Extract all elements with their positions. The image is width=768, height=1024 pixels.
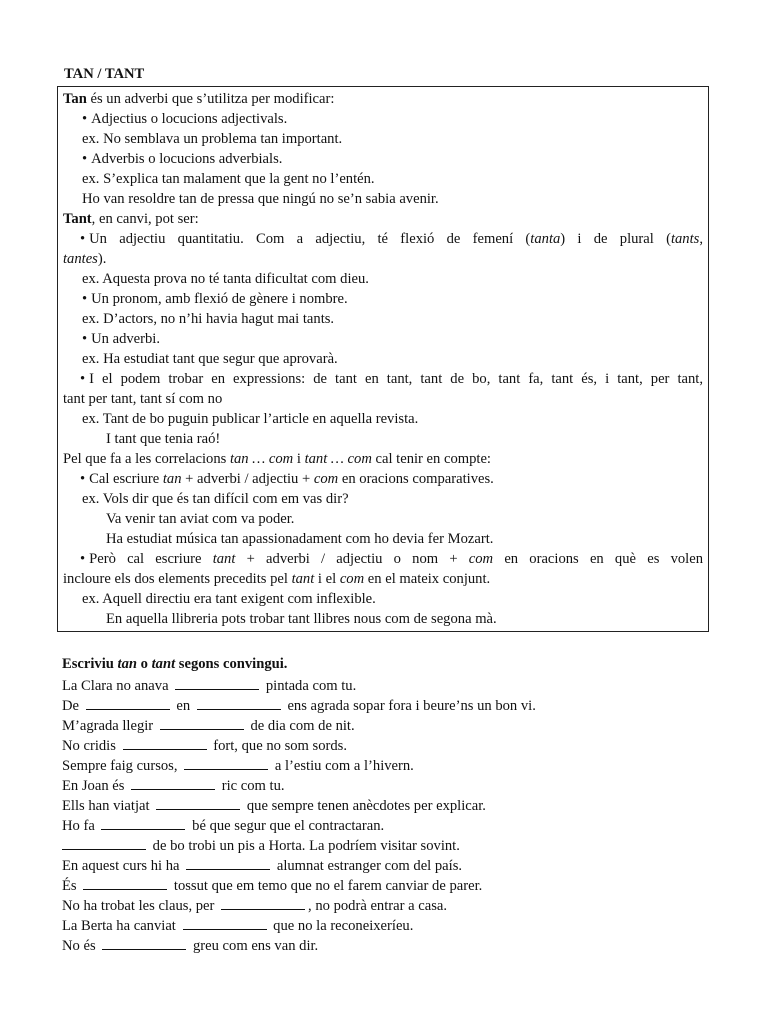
- example-line: I tant que tenia raó!: [106, 431, 221, 447]
- answer-blank[interactable]: [101, 816, 185, 830]
- bullet-item: • Cal escriure tan + adverbi / adjectiu + com en oracions comparatives.: [80, 469, 494, 489]
- example-line: ex. Ha estudiat tant que segur que aprovarà.: [82, 351, 338, 367]
- answer-blank[interactable]: [62, 836, 146, 850]
- exercise-item: de bo trobi un pis a Horta. La podríem visitar sovint.: [62, 836, 460, 856]
- answer-blank[interactable]: [86, 696, 170, 710]
- exercise-item: M’agrada llegir de dia com de nit.: [62, 718, 355, 734]
- answer-blank[interactable]: [197, 696, 281, 710]
- exercise-item: És tossut que em temo que no el farem canviar de parer.: [62, 878, 483, 894]
- example-line: ex. Aquell directiu era tant exigent com inflexible.: [82, 591, 376, 607]
- example-line: En aquella llibreria pots trobar tant llibres nous com de segona mà.: [106, 611, 497, 627]
- example-line: ex. Vols dir que és tan difícil com em vas dir?: [82, 491, 349, 507]
- bullet-item: • Adverbis o locucions adverbials.: [82, 149, 282, 169]
- rule-line: Tant, en canvi, pot ser:: [63, 211, 199, 227]
- exercise-item: No cridis fort, que no som sords.: [62, 738, 348, 754]
- answer-blank[interactable]: [131, 776, 215, 790]
- continuation-line: incloure els dos elements precedits pel tant i el com en el mateix conjunt.: [63, 571, 491, 587]
- continuation-line: tantes).: [63, 251, 107, 267]
- example-line: Ha estudiat música tan apassionadament com ho devia fer Mozart.: [106, 531, 494, 547]
- exercise-item: La Clara no anava pintada com tu.: [62, 678, 357, 694]
- bullet-item: • Un adverbi.: [82, 329, 160, 349]
- grammar-box: [57, 86, 709, 632]
- exercise-item: No ha trobat les claus, per , no podrà entrar a casa.: [62, 898, 448, 914]
- example-line: ex. D’actors, no n’hi havia hagut mai tants.: [82, 311, 335, 327]
- example-line: ex. Aquesta prova no té tanta dificultat com dieu.: [82, 271, 369, 287]
- answer-blank[interactable]: [186, 856, 270, 870]
- continuation-line: tant per tant, tant sí com no: [63, 391, 223, 407]
- bullet-item: • Un adjectiu quantitatiu. Com a adjectiu, té flexió de femení (tanta) i de plural (tants,: [80, 229, 703, 249]
- example-line: Ho van resoldre tan de pressa que ningú no se’n sabia avenir.: [82, 191, 439, 207]
- example-line: ex. S’explica tan malament que la gent no l’entén.: [82, 171, 375, 187]
- exercise-item: Ells han viatjat que sempre tenen anècdotes per explicar.: [62, 798, 486, 814]
- bullet-item: • Però cal escriure tant + adverbi / adjectiu o nom + com en oracions en què es volen: [80, 549, 703, 569]
- example-line: ex. Tant de bo puguin publicar l’article en aquella revista.: [82, 411, 419, 427]
- answer-blank[interactable]: [123, 736, 207, 750]
- exercise-item: En aquest curs hi ha alumnat estranger com del país.: [62, 858, 463, 874]
- exercise-title: Escriviu tan o tant segons convingui.: [62, 656, 288, 672]
- exercise-item: No és greu com ens van dir.: [62, 938, 319, 954]
- answer-blank[interactable]: [184, 756, 268, 770]
- page-title: TAN / TANT: [64, 66, 145, 82]
- rule-line: Tan és un adverbi que s’utilitza per modificar:: [63, 91, 335, 107]
- bullet-item: • Adjectius o locucions adjectivals.: [82, 109, 287, 129]
- exercise-item: Ho fa bé que segur que el contractaran.: [62, 818, 385, 834]
- bullet-item: • Un pronom, amb flexió de gènere i nombre.: [82, 289, 348, 309]
- answer-blank[interactable]: [221, 896, 305, 910]
- example-line: Va venir tan aviat com va poder.: [106, 511, 295, 527]
- answer-blank[interactable]: [183, 916, 267, 930]
- answer-blank[interactable]: [83, 876, 167, 890]
- exercise-item: En Joan és ric com tu.: [62, 778, 285, 794]
- answer-blank[interactable]: [175, 676, 259, 690]
- answer-blank[interactable]: [160, 716, 244, 730]
- exercise-item: La Berta ha canviat que no la reconeixeríeu.: [62, 918, 414, 934]
- answer-blank[interactable]: [102, 936, 186, 950]
- example-line: ex. No semblava un problema tan important.: [82, 131, 343, 147]
- exercise-item: Sempre faig cursos, a l’estiu com a l’hivern.: [62, 758, 414, 774]
- rule-line: Pel que fa a les correlacions tan … com i tant … com cal tenir en compte:: [63, 451, 491, 467]
- answer-blank[interactable]: [156, 796, 240, 810]
- exercise-item: De en ens agrada sopar fora i beure’ns un bon vi.: [62, 698, 536, 714]
- bullet-item: • I el podem trobar en expressions: de tant en tant, tant de bo, tant fa, tant és, i tant, per tant,: [80, 369, 703, 389]
